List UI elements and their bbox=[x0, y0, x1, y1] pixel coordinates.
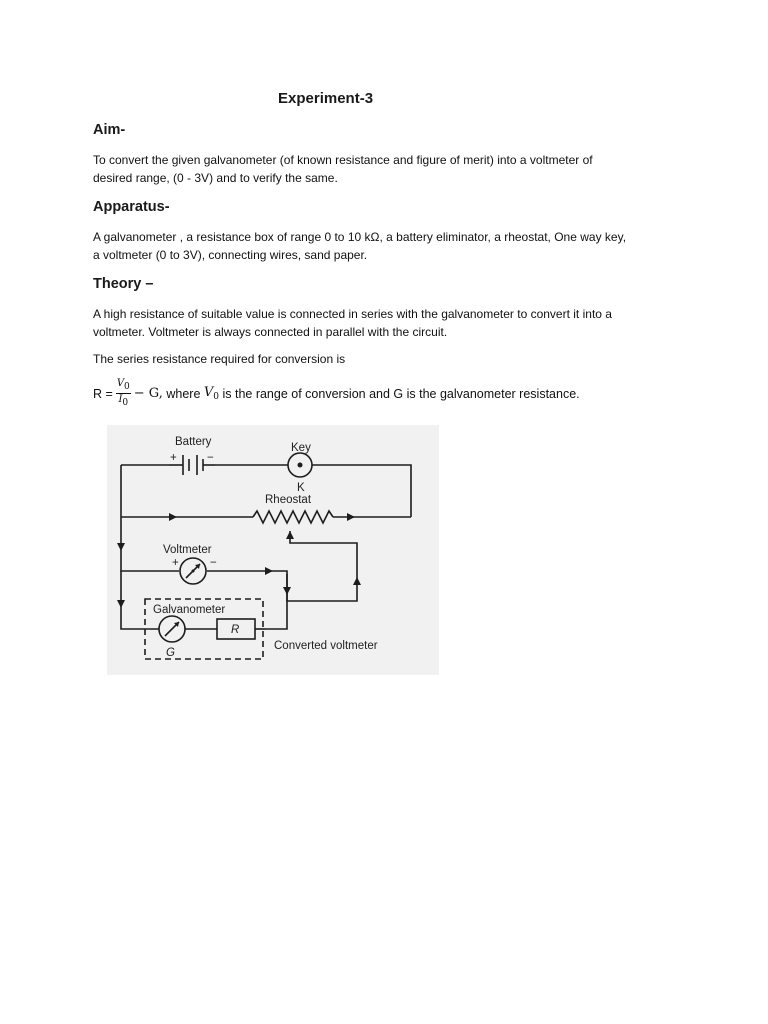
battery-label: Battery bbox=[175, 436, 212, 448]
battery-plus-label: + bbox=[170, 452, 177, 464]
theory-line-1: A high resistance of suitable value is connected in series with the galvanometer to convert it into a bbox=[93, 307, 612, 321]
voltmeter-center-dot bbox=[192, 570, 195, 573]
rheostat-label: Rheostat bbox=[265, 494, 312, 506]
converted-voltmeter-label: Converted voltmeter bbox=[274, 640, 378, 652]
battery-minus-label: − bbox=[207, 452, 214, 464]
galvanometer-label: Galvanometer bbox=[153, 604, 226, 616]
resistor-label: R bbox=[231, 624, 240, 636]
theory-line-3: The series resistance required for conversion is bbox=[93, 352, 346, 366]
key-label: Key bbox=[291, 442, 311, 454]
formula-where: where bbox=[162, 386, 204, 401]
formula-fraction bbox=[116, 378, 131, 409]
apparatus-line-1: A galvanometer , a resistance box of range 0 to 10 kΩ, a battery eliminator, a rheostat, One way key, bbox=[93, 230, 627, 244]
conversion-formula bbox=[93, 378, 580, 409]
diagram-texture bbox=[107, 425, 439, 675]
key-symbol-label: K bbox=[297, 482, 305, 494]
theory-heading: Theory – bbox=[93, 276, 154, 292]
circuit-diagram bbox=[107, 425, 439, 675]
aim-text bbox=[93, 151, 693, 187]
apparatus-line-2: a voltmeter (0 to 3V), connecting wires, sand paper. bbox=[93, 248, 368, 262]
aim-line-1: To convert the given galvanometer (of known resistance and figure of merit) into a voltmeter of bbox=[93, 153, 593, 167]
formula-denominator: I0 bbox=[118, 394, 129, 408]
voltmeter-minus-label: − bbox=[210, 557, 217, 569]
key-dot bbox=[298, 463, 303, 468]
theory-text bbox=[93, 305, 693, 341]
apparatus-heading: Apparatus- bbox=[93, 199, 170, 215]
aim-heading: Aim- bbox=[93, 122, 126, 138]
formula-minus-g: − G, bbox=[133, 386, 163, 401]
formula-suffix: is the range of conversion and G is the galvanometer resistance. bbox=[219, 386, 580, 401]
voltmeter-label: Voltmeter bbox=[163, 544, 212, 556]
aim-line-2: desired range, (0 - 3V) and to verify the same. bbox=[93, 171, 338, 185]
formula-prefix: R = bbox=[93, 386, 113, 401]
galvanometer-symbol-label: G bbox=[166, 647, 175, 659]
formula-numerator: V0 bbox=[116, 378, 130, 392]
apparatus-text bbox=[93, 228, 693, 264]
voltmeter-plus-label: + bbox=[172, 557, 179, 569]
theory-line-2: voltmeter. Voltmeter is always connected in parallel with the circuit. bbox=[93, 325, 448, 339]
formula-v-symbol: $V_0$ bbox=[203, 385, 219, 402]
document-title: Experiment-3 bbox=[278, 90, 374, 107]
